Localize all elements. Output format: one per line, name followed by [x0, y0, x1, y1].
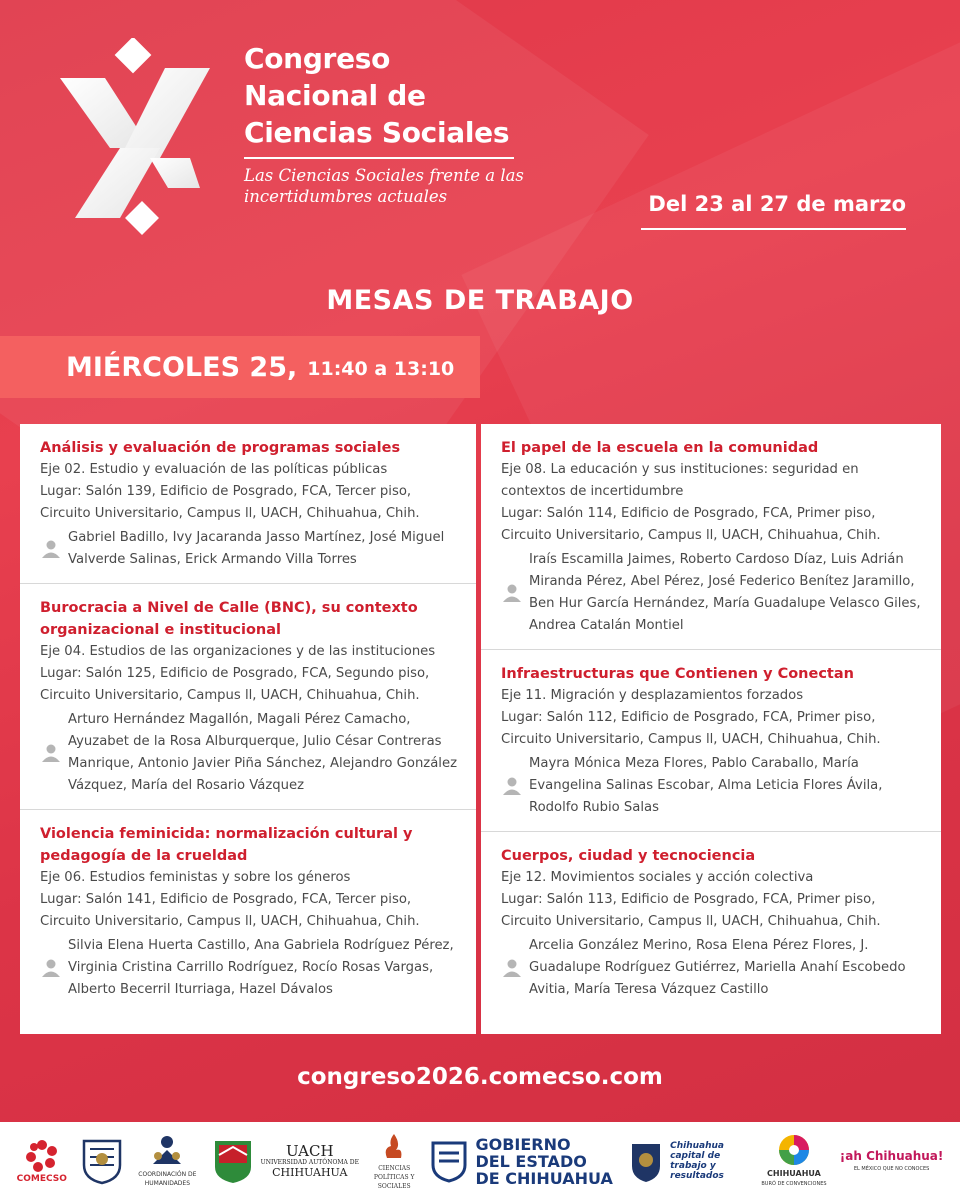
- gobierno-estado-logo: [429, 1128, 612, 1194]
- session-card: [20, 584, 476, 810]
- person-icon: [501, 775, 523, 797]
- day-time: 11:40 a 13:10: [307, 357, 455, 380]
- session-participants: Gabriel Badillo, Ivy Jacaranda Jasso Martínez, José Miguel Valverde Salinas, Erick Armando Villa Torres: [68, 530, 445, 567]
- buro-convenciones-logo: [761, 1128, 826, 1194]
- session-location: Lugar: Salón 112, Edificio de Posgrado, FCA, Primer piso, Circuito Universitario, Campus ll, UACH, Chihuahua, Chih.: [501, 710, 881, 747]
- uach-logo: [211, 1128, 359, 1194]
- session-location: Lugar: Salón 125, Edificio de Posgrado, FCA, Segundo piso, Circuito Universitario, Campus ll, UACH, Chihuahua, Chih.: [40, 666, 430, 703]
- session-title: Infraestructuras que Contienen y Conectan: [501, 666, 854, 682]
- ciencias-politicas-logo: [372, 1128, 416, 1194]
- uach-city-label: CHIHUAHUA: [272, 1165, 348, 1179]
- dates-underline: [641, 228, 906, 230]
- session-eje: Eje 12. Movimientos sociales y acción colectiva: [501, 870, 814, 885]
- title-line-2: Nacional de: [244, 79, 426, 112]
- session-card: [481, 650, 941, 832]
- section-title: MESAS DE TRABAJO: [326, 285, 634, 316]
- unam-shield-icon: [80, 1137, 124, 1185]
- session-title: Burocracia a Nivel de Calle (BNC), su contexto organizacional e institucional: [40, 600, 418, 638]
- comecso-logo: [17, 1128, 67, 1194]
- coordinacion-label: COORDINACIÓN DE HUMANIDADES: [138, 1171, 197, 1187]
- uach-label: UACH: [286, 1141, 334, 1160]
- capital-label: Chihuahua capital de trabajo y resultados: [670, 1141, 724, 1181]
- session-title: Cuerpos, ciudad y tecnociencia: [501, 848, 756, 864]
- session-card: [481, 832, 941, 1013]
- cps-label: CIENCIAS POLÍTICAS Y SOCIALES: [373, 1164, 415, 1190]
- person-icon: [40, 957, 62, 979]
- session-location: Lugar: Salón 114, Edificio de Posgrado, FCA, Primer piso, Circuito Universitario, Campus ll, UACH, Chihuahua, Chih.: [501, 506, 881, 543]
- buro-swirl-icon: [775, 1133, 813, 1167]
- gobierno-line-2: DEL ESTADO: [475, 1151, 587, 1171]
- person-icon: [40, 742, 62, 764]
- person-icon: [501, 582, 523, 604]
- session-participants: Arturo Hernández Magallón, Magali Pérez Camacho, Ayuzabet de la Rosa Alburquerque, Julio César Contreras Manrique, Antonio Javier Piña Sánchez, Alejandro González Vázquez, María del Rosario Vázquez: [68, 712, 458, 793]
- session-eje: Eje 11. Migración y desplazamientos forzados: [501, 688, 804, 703]
- comecso-flower-icon: [25, 1139, 59, 1173]
- gobierno-line-1: GOBIERNO: [475, 1134, 571, 1154]
- session-participants: Arcelia González Merino, Rosa Elena Pérez Flores, J. Guadalupe Rodríguez Gutiérrez, Mariella Anahí Escobedo Avitia, María Teresa Vázquez Castillo: [529, 938, 906, 997]
- session-title: Análisis y evaluación de programas sociales: [40, 440, 401, 456]
- person-icon: [501, 957, 523, 979]
- congreso-x-logo: [50, 38, 220, 238]
- uach-sub-label: UNIVERSIDAD AUTÓNOMA DE: [260, 1158, 359, 1166]
- flame-icon: [381, 1132, 407, 1162]
- right-column: [481, 424, 941, 1034]
- session-card: [20, 424, 476, 584]
- session-location: Lugar: Salón 113, Edificio de Posgrado, FCA, Primer piso, Circuito Universitario, Campus ll, UACH, Chihuahua, Chih.: [501, 892, 881, 929]
- session-eje: Eje 02. Estudio y evaluación de las políticas públicas: [40, 462, 388, 477]
- subtitle-line-2: incertidumbres actuales: [244, 187, 448, 206]
- title-line-1: Congreso: [244, 42, 391, 75]
- day-label: MIÉRCOLES 25,: [66, 351, 298, 383]
- subtitle-line-1: Las Ciencias Sociales frente a las: [244, 166, 524, 185]
- congress-title-block: [244, 40, 534, 207]
- event-dates: Del 23 al 27 de marzo: [648, 192, 906, 216]
- ah-chihuahua-logo: [840, 1128, 944, 1194]
- humanidades-icon: [149, 1134, 185, 1168]
- session-card: [20, 810, 476, 1013]
- session-participants: Silvia Elena Huerta Castillo, Ana Gabriela Rodríguez Pérez, Virginia Cristina Carrillo Rodríguez, Rocío Rosas Vargas, Alberto Becerril Iturriaga, Hazel Dávalos: [68, 938, 454, 997]
- session-eje: Eje 04. Estudios de las organizaciones y de las instituciones: [40, 644, 436, 659]
- session-location: Lugar: Salón 139, Edificio de Posgrado, FCA, Tercer piso, Circuito Universitario, Campus ll, UACH, Chihuahua, Chih.: [40, 484, 420, 521]
- gobierno-line-3: DE CHIHUAHUA: [475, 1168, 613, 1188]
- session-title: El papel de la escuela en la comunidad: [501, 440, 819, 456]
- gobierno-shield-icon: [429, 1139, 469, 1183]
- title-divider: [244, 157, 514, 159]
- session-location: Lugar: Salón 141, Edificio de Posgrado, FCA, Tercer piso, Circuito Universitario, Campus ll, UACH, Chihuahua, Chih.: [40, 892, 420, 929]
- ah-sub-label: EL MÉXICO QUE NO CONOCES: [853, 1165, 930, 1172]
- title-line-3: Ciencias Sociales: [244, 116, 510, 149]
- session-participants: Iraís Escamilla Jaimes, Roberto Cardoso Díaz, Luis Adrián Miranda Pérez, Abel Pérez, José Federico Benítez Jaramillo, Ben Hur García Hernández, María Guadalupe Velasco Giles, Andrea Catalán Montiel: [529, 552, 921, 633]
- sponsor-logos: [0, 1122, 960, 1200]
- session-card: [481, 424, 941, 650]
- chihuahua-capital-logo: [626, 1128, 748, 1194]
- person-icon: [40, 538, 62, 560]
- website-link[interactable]: congreso2026.comecso.com: [297, 1064, 663, 1090]
- left-column: [20, 424, 476, 1034]
- comecso-label: COMECSO: [16, 1173, 67, 1184]
- municipio-shield-icon: [626, 1138, 666, 1184]
- session-eje: Eje 06. Estudios feministas y sobre los géneros: [40, 870, 351, 885]
- day-banner: [0, 336, 480, 398]
- uach-shield-icon: [211, 1137, 255, 1185]
- ah-label: ¡ah Chihuahua!: [839, 1148, 944, 1163]
- buro-label: CHIHUAHUA: [767, 1169, 821, 1178]
- coordinacion-humanidades-logo: [137, 1128, 197, 1194]
- session-eje: Eje 08. La educación y sus instituciones: seguridad en contextos de incertidumbre: [501, 462, 859, 499]
- unam-logo: [80, 1128, 124, 1194]
- session-participants: Mayra Mónica Meza Flores, Pablo Caraballo, María Evangelina Salinas Escobar, Alma Leticia Flores Ávila, Rodolfo Rubio Salas: [529, 756, 883, 815]
- buro-sub-label: BURÓ DE CONVENCIONES: [761, 1181, 827, 1187]
- session-title: Violencia feminicida: normalización cultural y pedagogía de la crueldad: [40, 826, 413, 864]
